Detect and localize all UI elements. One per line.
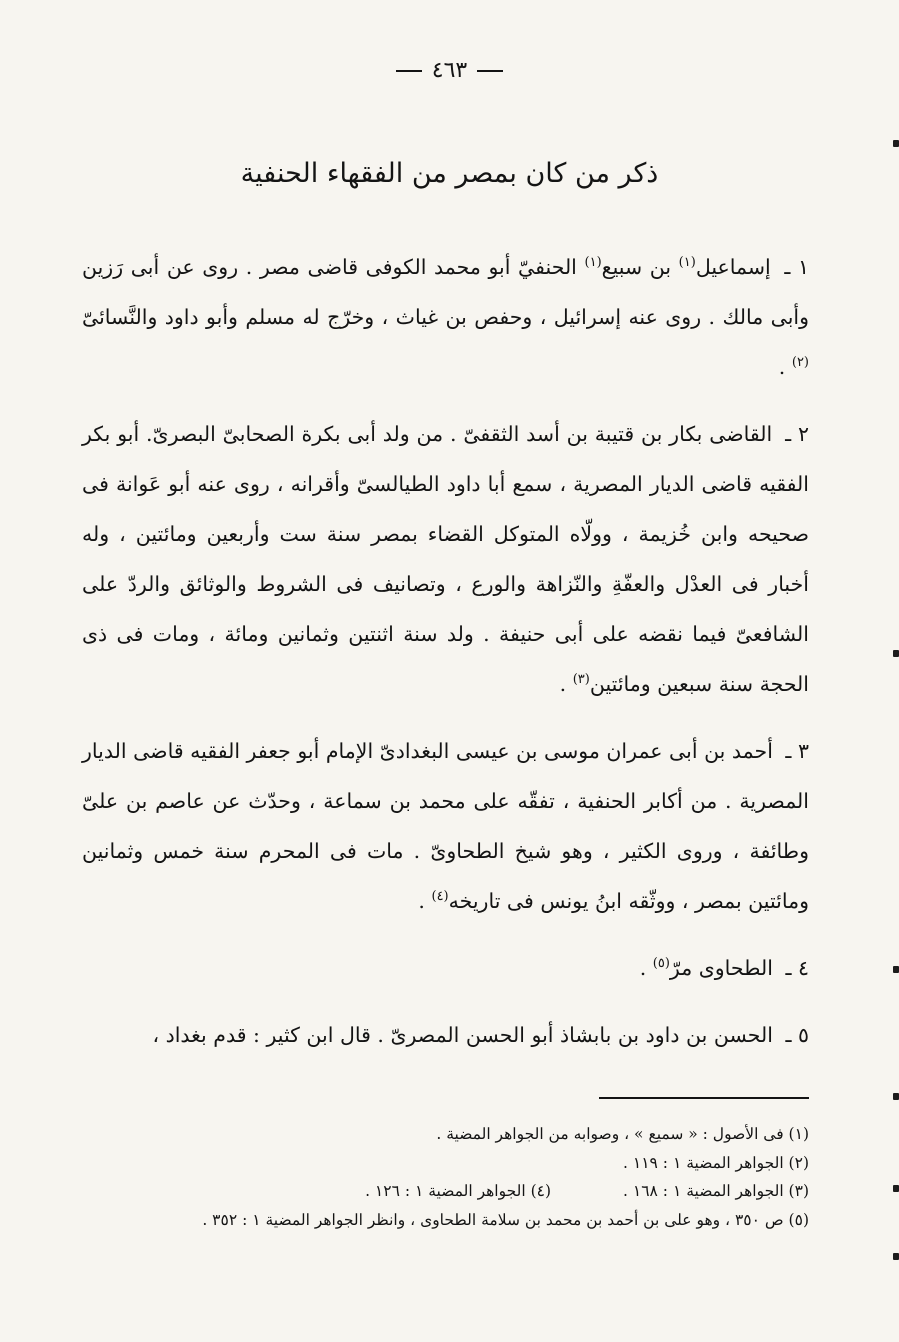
footnote-2: (٢) الجواهر المضية ١ : ١١٩ . [623, 1153, 809, 1172]
footnote-4: (٤) الجواهر المضية ١ : ١٢٦ . [365, 1182, 552, 1200]
entry-number: ٤ ـ [785, 956, 809, 980]
footnote-marker: (٢) [791, 355, 809, 371]
scan-edge-mark [893, 1253, 899, 1260]
footnotes [89, 1120, 809, 1234]
footnote-marker: (٤) [431, 889, 449, 905]
entry-text: . [418, 889, 425, 913]
entry-text: . [639, 956, 647, 980]
entry-text: الحسن بن داود بن بابشاذ أبو الحسن المصرىّ . قال ابن كثير : قدم بغداد ، [152, 1023, 773, 1047]
body-text [82, 242, 809, 1077]
entry-2 [82, 409, 809, 709]
dash-right [477, 70, 503, 72]
entry-3 [82, 726, 809, 926]
scan-edge-mark [893, 1185, 899, 1192]
entry-text: . [559, 672, 567, 696]
entry-5 [82, 1010, 809, 1060]
entry-text: . [778, 355, 786, 379]
footnote-row-3-4 [89, 1177, 809, 1206]
scan-edge-mark [893, 966, 899, 973]
scan-edge-mark [893, 1093, 899, 1100]
entry-text: أحمد بن أبى عمران موسى بن عيسى البغدادىّ الإمام أبو جعفر الفقيه قاضى الديار المصرية . من أكابر الحنفية ، تفقّه على محمد بن سماعة ، وحدّث عن عاصم بن علىّ وطائفة ، وروى الكثير ، وهو شيخ الطحاوىّ . مات فى المحرم سنة خمس وثمانين ومائتين بمصر ، ووثّقه ابنُ يونس فى تاريخه [82, 739, 809, 913]
scan-edge-mark [893, 140, 899, 147]
footnote-marker: (١) [584, 255, 602, 271]
entry-text: بن سبيع [601, 255, 672, 279]
entry-number: ٥ ـ [785, 1023, 809, 1047]
footnote-marker: (٣) [572, 672, 590, 688]
entry-text: الطحاوى مرّ [669, 956, 773, 980]
entry-text: الحنفيّ أبو محمد الكوفى قاضى مصر . روى عن أبى رَزين وأبى مالك . روى عنه إسرائيل ، وحفص بن غياث ، وخرّج له مسلم وأبو داود والنَّسائىّ [82, 255, 809, 329]
footnote-separator [599, 1097, 809, 1099]
entry-text: القاضى بكار بن قتيبة بن أسد الثقفىّ . من ولد أبى بكرة الصحابىّ البصرىّ. أبو بكر الفقيه قاضى الديار المصرية ، سمع أبا داود الطيالسىّ وأقرانه ، روى عنه أبو عَوانة فى صحيحه وابن خُزيمة ، وولّاه المتوكل القضاء بمصر سنة ست وأربعين ومائتين ، وله أخبار فى العدْل والعفّةِ والنّزاهة والورع ، وتصانيف فى الشروط والوثائق والردّ على الشافعىّ فيما نقضه على أبى حنيفة . ولد سنة اثنتين وثمانين ومائة ، ومات فى ذى الحجة سنة سبعين ومائتين [82, 422, 809, 696]
footnote-marker: (٥) [652, 956, 670, 972]
footnote-3: (٣) الجواهر المضية ١ : ١٦٨ . [623, 1182, 809, 1200]
scan-edge-mark [893, 650, 899, 657]
entry-number: ١ ـ [784, 255, 809, 279]
page-number [0, 58, 899, 83]
entry-text: إسماعيل [695, 255, 771, 279]
entry-1 [82, 242, 809, 392]
dash-left [396, 70, 422, 72]
section-title: ذكر من كان بمصر من الفقهاء الحنفية [240, 158, 659, 189]
footnote-1: (١) فى الأصول : « سميع » ، وصوابه من الجواهر المضية . [436, 1125, 809, 1143]
entry-number: ٢ ـ [785, 422, 809, 446]
footnote-marker: (١) [678, 255, 696, 271]
footnote-5: (٥) ص ٣٥٠ ، وهو على بن أحمد بن محمد بن سلامة الطحاوى ، وانظر الجواهر المضية ١ : ٣٥٢ . [202, 1210, 809, 1229]
page-number-value: ٤٦٣ [431, 58, 468, 83]
entry-4 [82, 943, 809, 993]
entry-number: ٣ ـ [785, 739, 809, 763]
